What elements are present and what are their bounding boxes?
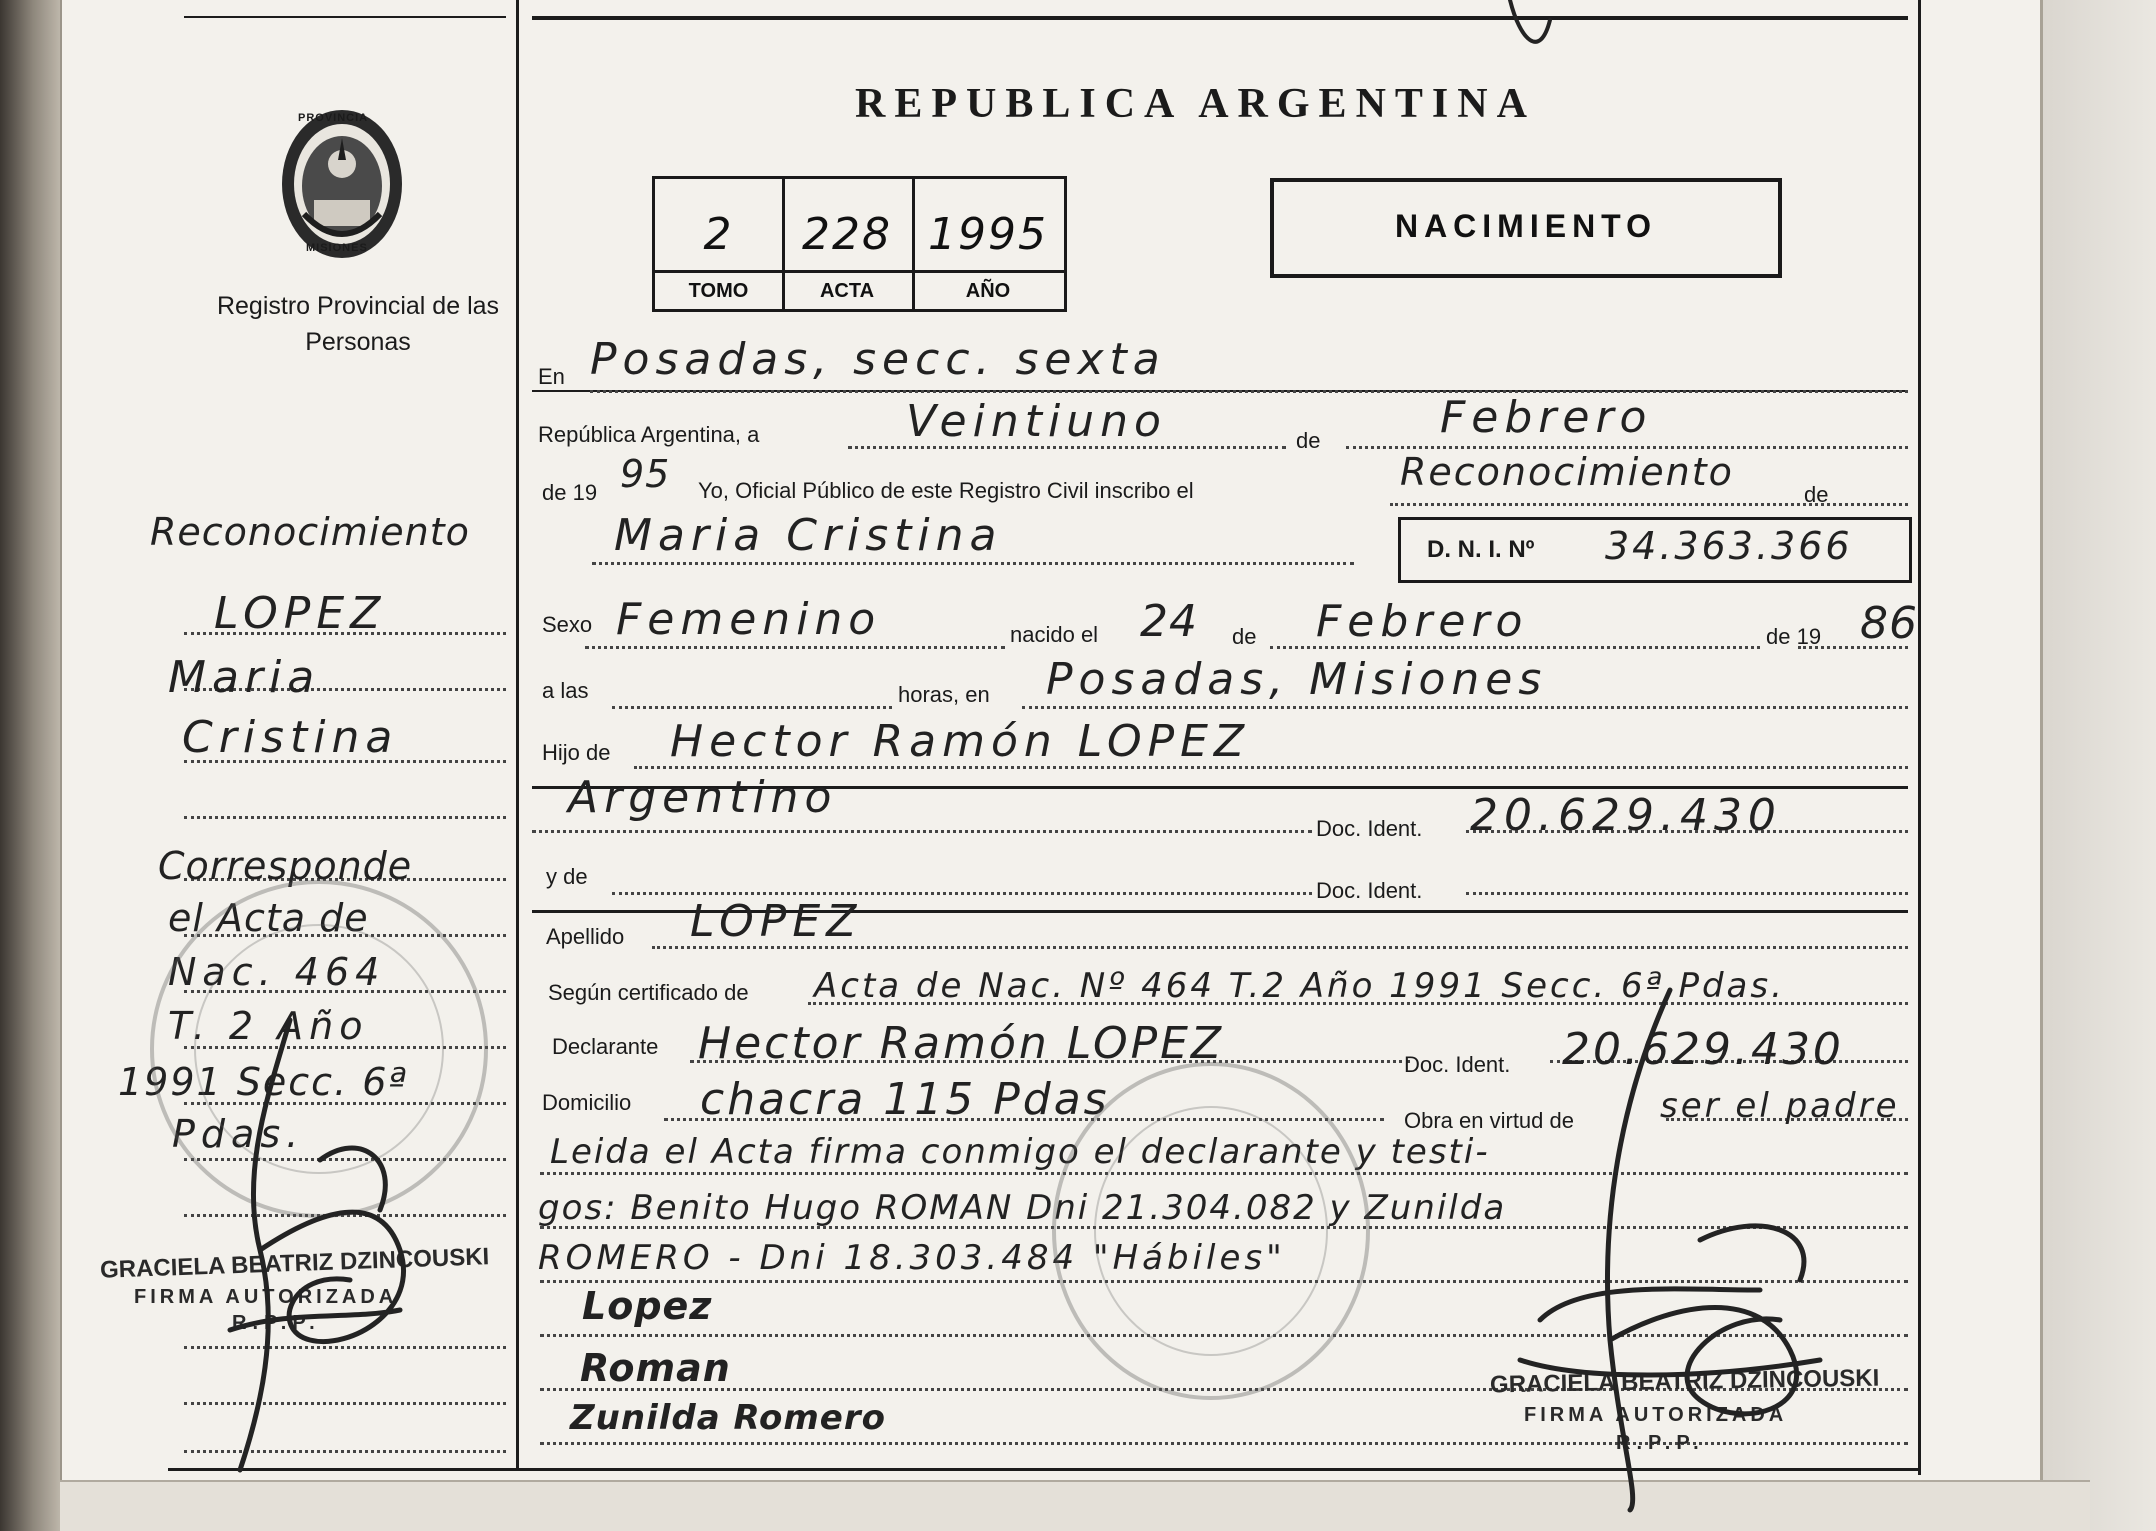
value-year: 95 bbox=[620, 452, 671, 496]
stamp-inner-ring-right bbox=[1094, 1106, 1328, 1356]
auth-stamp-right-name: GRACIELA BEATRIZ DZINCOUSKI bbox=[1489, 1364, 1880, 1399]
signature-witness-1: Roman bbox=[580, 1346, 731, 1390]
acta-label: ACTA bbox=[782, 270, 912, 309]
value-en: Posadas, secc. sexta bbox=[590, 334, 1166, 385]
frame-right-edge bbox=[1918, 0, 1921, 1475]
margin-note-6: el Acta de bbox=[168, 896, 369, 940]
label-de-birthmonth: de bbox=[1232, 624, 1257, 649]
label-doc-ident-1: Doc. Ident. bbox=[1316, 816, 1423, 841]
label-de-month: de bbox=[1296, 428, 1321, 453]
tomo-value: 2 bbox=[703, 209, 734, 260]
value-segun: Acta de Nac. Nº 464 T.2 Año 1991 Secc. 6ª Pdas. bbox=[814, 966, 1785, 1006]
margin-note-1: Reconocimiento bbox=[150, 510, 470, 554]
acta-value: 228 bbox=[802, 209, 892, 260]
value-birth-day: 24 bbox=[1140, 596, 1198, 647]
auth-stamp-right-role: FIRMA AUTORIZADA bbox=[1524, 1404, 1788, 1426]
margin-note-8: T. 2 Año bbox=[168, 1004, 369, 1048]
text-line-2: gos: Benito Hugo ROMAN Dni 21.304.082 y Zunilda bbox=[538, 1188, 1507, 1228]
label-horas: horas, en bbox=[898, 682, 990, 707]
dni-box bbox=[1398, 517, 1912, 583]
label-nacido: nacido el bbox=[1010, 622, 1099, 647]
label-de-birthyear: de 19 bbox=[1766, 624, 1822, 649]
value-declarante-doc: 20.629.430 bbox=[1562, 1024, 1844, 1075]
label-doc-ident-2: Doc. Ident. bbox=[1316, 878, 1423, 903]
signature-declarant: Lopez bbox=[582, 1284, 713, 1328]
anio-cell bbox=[912, 179, 1064, 309]
label-republica: República Argentina, a bbox=[538, 422, 760, 447]
dots-acto bbox=[1390, 503, 1908, 506]
dots-sexo bbox=[585, 646, 1005, 649]
book-binding bbox=[0, 0, 60, 1531]
value-birth-month: Febrero bbox=[1316, 596, 1529, 647]
margin-top-rule bbox=[184, 16, 506, 18]
margin-note-5: Corresponde bbox=[158, 844, 413, 888]
dni-value: 34.363.366 bbox=[1605, 524, 1853, 568]
label-yo: Yo, Oficial Público de este Registro Civil inscribo el bbox=[698, 478, 1194, 503]
anio-label: AÑO bbox=[912, 270, 1064, 309]
value-acto: Reconocimiento bbox=[1400, 450, 1734, 494]
registry-name: Registro Provincial de las Personas bbox=[216, 292, 500, 356]
value-day: Veintiuno bbox=[906, 396, 1167, 447]
dots-horas bbox=[612, 706, 892, 709]
value-declarante: Hector Ramón LOPEZ bbox=[698, 1018, 1225, 1069]
dots-lugar bbox=[1022, 706, 1908, 709]
reference-table bbox=[652, 176, 1067, 312]
top-ink-stroke bbox=[1500, 0, 1560, 70]
text-line-1: Leida el Acta firma conmigo el declarante y testi- bbox=[550, 1132, 1490, 1172]
margin-note-4: Cristina bbox=[182, 712, 399, 763]
dots-en bbox=[590, 390, 1908, 393]
margin-note-2: LOPEZ bbox=[214, 588, 387, 639]
value-father-nationality: Argentino bbox=[568, 772, 838, 823]
country-title: REPUBLICA ARGENTINA bbox=[855, 81, 1536, 127]
provincial-seal-icon bbox=[274, 104, 410, 264]
label-de-year: de 19 bbox=[542, 480, 598, 505]
label-doc-ident-3: Doc. Ident. bbox=[1404, 1052, 1511, 1077]
seal-text-bottom: MISIONES bbox=[306, 242, 368, 254]
auth-stamp-left-role: FIRMA AUTORIZADA bbox=[134, 1286, 398, 1308]
label-obra: Obra en virtud de bbox=[1404, 1108, 1574, 1133]
label-a-las: a las bbox=[542, 678, 589, 703]
margin-dots-4 bbox=[184, 816, 506, 819]
value-father-doc: 20.629.430 bbox=[1470, 790, 1782, 841]
document-type: NACIMIENTO bbox=[1394, 208, 1658, 244]
text-line-3: ROMERO - Dni 18.303.484 "Hábiles" bbox=[538, 1238, 1286, 1278]
label-y-de: y de bbox=[546, 864, 588, 889]
adjacent-page-edge bbox=[2040, 0, 2156, 1531]
value-birth-place: Posadas, Misiones bbox=[1046, 654, 1548, 705]
tomo-label: TOMO bbox=[655, 270, 782, 309]
value-apellido: LOPEZ bbox=[690, 896, 863, 947]
margin-note-10: Pdas. bbox=[172, 1112, 305, 1156]
label-dni: D. N. I. Nº bbox=[1427, 536, 1535, 563]
document-type-box bbox=[1270, 178, 1782, 278]
label-apellido: Apellido bbox=[546, 924, 625, 949]
label-domicilio: Domicilio bbox=[542, 1090, 632, 1115]
auth-stamp-right-org: R.P.P. bbox=[1616, 1432, 1705, 1454]
official-signature-left bbox=[200, 1010, 460, 1490]
label-sexo: Sexo bbox=[542, 612, 593, 637]
dots-madre bbox=[612, 892, 1312, 895]
value-obra: ser el padre bbox=[1660, 1086, 1900, 1126]
auth-stamp-left-name: GRACIELA BEATRIZ DZINCOUSKI bbox=[99, 1243, 490, 1284]
auth-stamp-left-org: R.P.P. bbox=[232, 1312, 321, 1334]
acta-cell bbox=[782, 179, 915, 309]
tomo-cell bbox=[655, 179, 785, 309]
label-declarante: Declarante bbox=[552, 1034, 659, 1059]
dots-doc2 bbox=[1466, 892, 1908, 895]
seal-text-top: PROVINCIA bbox=[298, 112, 369, 124]
value-birth-year: 86 bbox=[1860, 598, 1918, 649]
signature-witness-2: Zunilda Romero bbox=[570, 1398, 886, 1438]
official-signature-right bbox=[1460, 960, 1880, 1520]
label-en: En bbox=[538, 364, 565, 389]
value-father-name: Hector Ramón LOPEZ bbox=[670, 716, 1251, 767]
label-de-suffix: de bbox=[1804, 482, 1829, 507]
dots-nombre bbox=[592, 562, 1354, 565]
value-domicilio: chacra 115 Pdas bbox=[700, 1074, 1110, 1125]
value-sexo: Femenino bbox=[616, 594, 882, 645]
margin-note-7: Nac. 464 bbox=[168, 950, 386, 994]
dots-month bbox=[1346, 446, 1908, 449]
margin-note-9: 1991 Secc. 6ª bbox=[118, 1060, 409, 1104]
dots-nacionalidad bbox=[532, 830, 1312, 833]
label-segun: Según certificado de bbox=[548, 980, 749, 1005]
margin-divider bbox=[516, 0, 519, 1470]
value-month: Febrero bbox=[1440, 392, 1653, 443]
value-nombre: Maria Cristina bbox=[614, 510, 1003, 561]
label-hijo: Hijo de bbox=[542, 740, 611, 765]
anio-value: 1995 bbox=[928, 209, 1048, 260]
form-top-rule bbox=[532, 16, 1908, 20]
margin-note-3: Maria bbox=[168, 652, 321, 703]
official-stamp-right bbox=[1052, 1062, 1370, 1400]
